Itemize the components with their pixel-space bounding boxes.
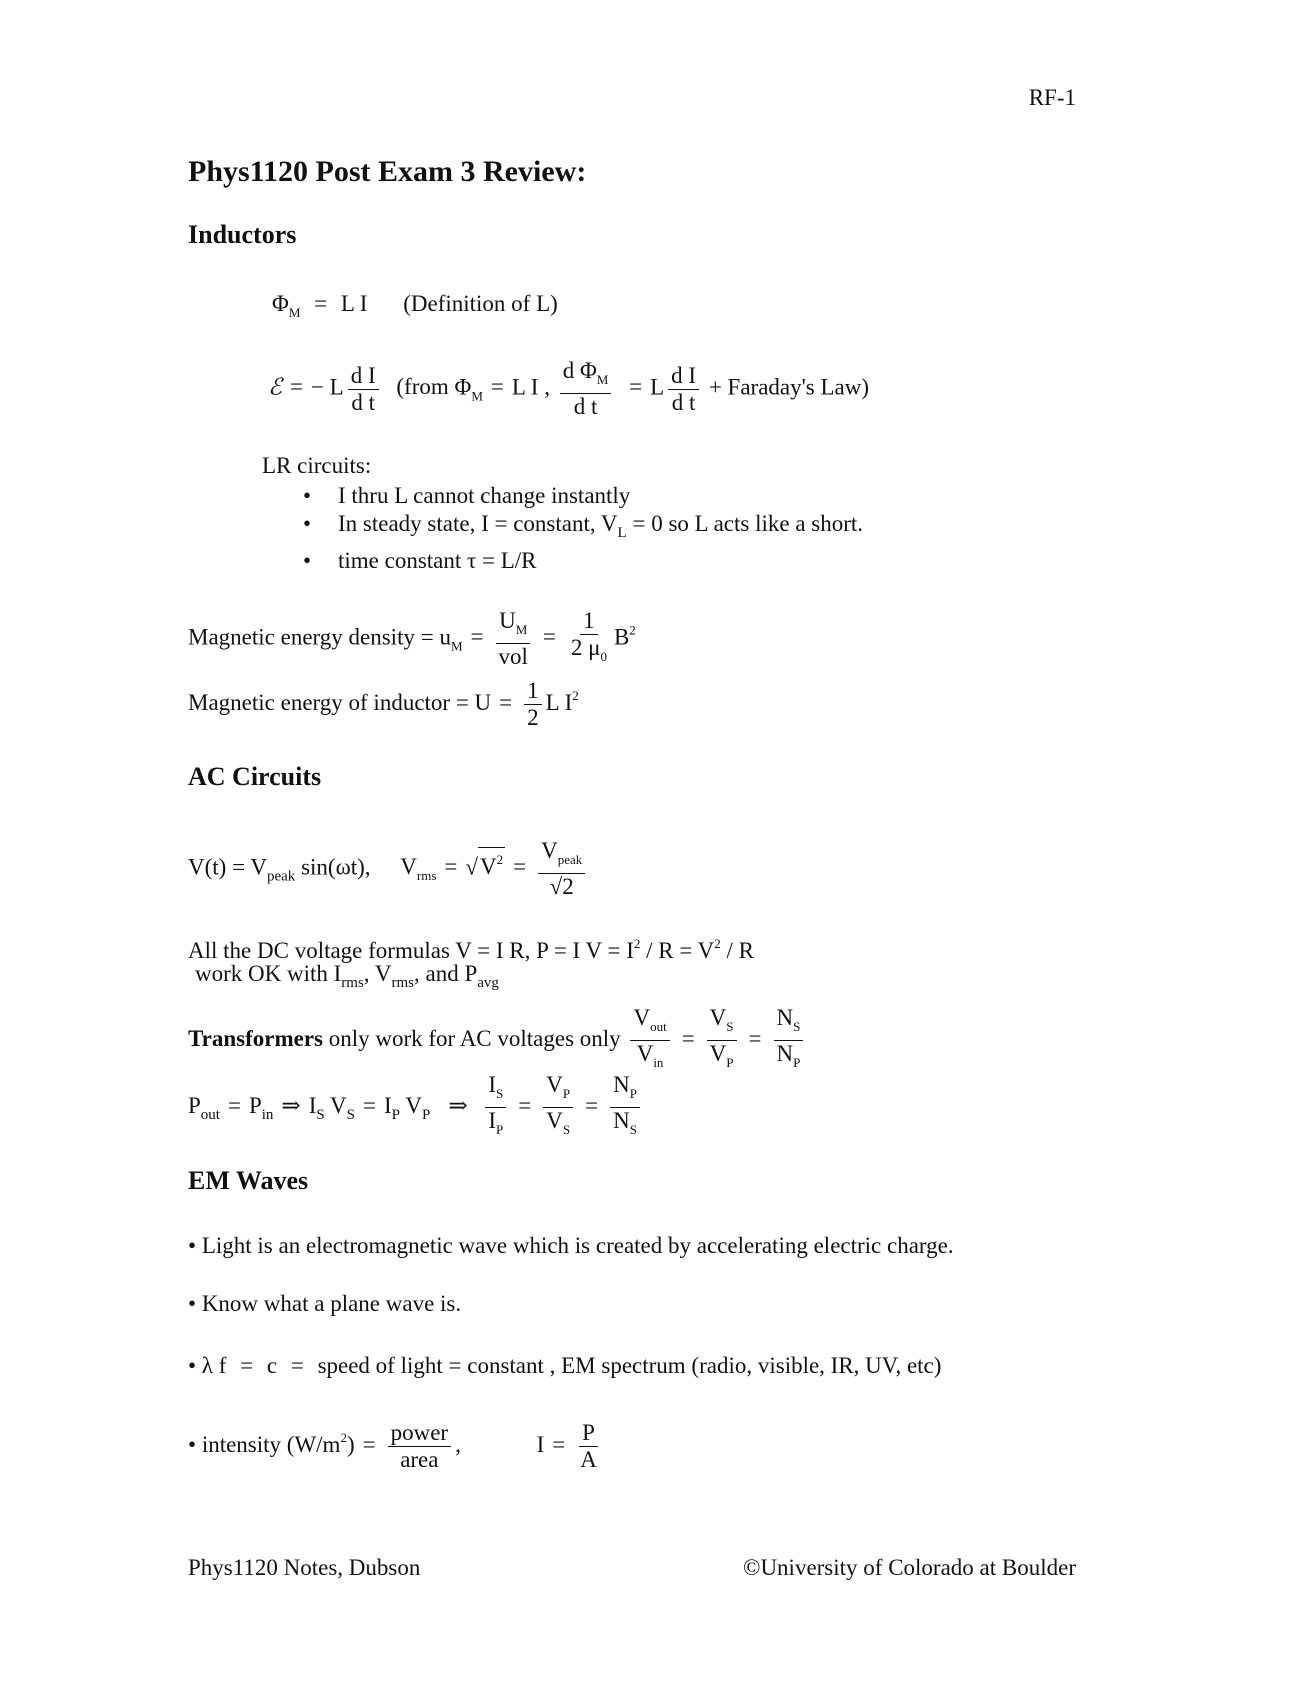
- lr-circuits-heading: LR circuits:: [262, 453, 372, 478]
- transformers-line: Transformers only work for AC voltages only $\frac{V_{out}}{V_{in}}$ = $\frac{V_S}{V_P}$ = $\frac{N_S}{N_P}$: [188, 1005, 807, 1076]
- page-title: Phys1120 Post Exam 3 Review:: [188, 155, 587, 188]
- equation-note-suffix: + Faraday's Law): [708, 374, 869, 400]
- equation-note-prefix: (from: [396, 374, 449, 400]
- list-item: • time constant τ = L/R: [298, 547, 863, 575]
- equation-note: (Definition of L): [403, 291, 558, 316]
- equation-emf: ℰ = − L $\frac{\text{d I}}{\text{d t}}$ (from $\Phi_M = L$ I , $\frac{d \Phi_M}{\text{d t}}$ = L $\frac{\text{d I}}{\text{d t}}$ + Faraday's Law): [268, 358, 869, 419]
- section-heading-em-waves: EM Waves: [188, 1166, 309, 1195]
- footer-right: ©University of Colorado at Boulder: [742, 1555, 1076, 1580]
- section-heading-inductors: Inductors: [188, 220, 297, 249]
- em-bullet-1: • Light is an electromagnetic wave which is created by accelerating electric charge.: [188, 1233, 954, 1258]
- em-bullet-3: • λ f = c = speed of light = constant , EM spectrum (radio, visible, IR, UV, etc): [188, 1353, 942, 1378]
- page-number: RF-1: [1028, 85, 1076, 110]
- em-bullet-2: • Know what a plane wave is.: [188, 1291, 462, 1316]
- power-transformer-line: $P_{out} = P_{in}$ ⇒ $I_S$ $V_S = I_P$ $V_P$ ⇒ $\frac{I_S}{I_P}$ = $\frac{V_P}{V_S}$ = $\frac{N_P}{N_S}$: [188, 1072, 644, 1143]
- section-heading-ac-circuits: AC Circuits: [188, 762, 322, 791]
- list-item: • I thru L cannot change instantly: [298, 482, 863, 510]
- dc-formulas-line1: All the DC voltage formulas V = I R, P = I $V = I^2 / R = V^2 / R$: [188, 936, 755, 963]
- dc-formulas-line2: work OK with $I_{rms}$, $V_{rms}$, and $P_{avg}$: [195, 961, 499, 991]
- footer-left: Phys1120 Notes, Dubson: [188, 1555, 421, 1580]
- energy-density-line: Magnetic energy density = $u_M$ = $\frac{U_M}{\text{vol}}$ = $\frac{1}{2 \mu_0}$ $B^2$: [188, 608, 636, 669]
- em-bullet-4: • intensity $(W/m^2)$ = $\frac{\text{power}}{\text{area}}$ , I = $\frac{P}{A}$: [188, 1420, 597, 1472]
- equation-definition-of-l: $\Phi_M = L$ I (Definition of L): [272, 291, 558, 320]
- energy-inductor-line: Magnetic energy of inductor = U = $\frac{1}{2}$ L $I^2$: [188, 678, 579, 730]
- list-item: • In steady state, I = constant, $V_L = 0$ so L acts like a short.: [298, 510, 863, 547]
- equation-vrms: $V(t) = V_{peak}$ sin(ωt), $V_{rms} = √V^2$ = $\frac{V_{peak}}{√2}$: [188, 838, 589, 900]
- lr-circuits-list: [298, 482, 863, 575]
